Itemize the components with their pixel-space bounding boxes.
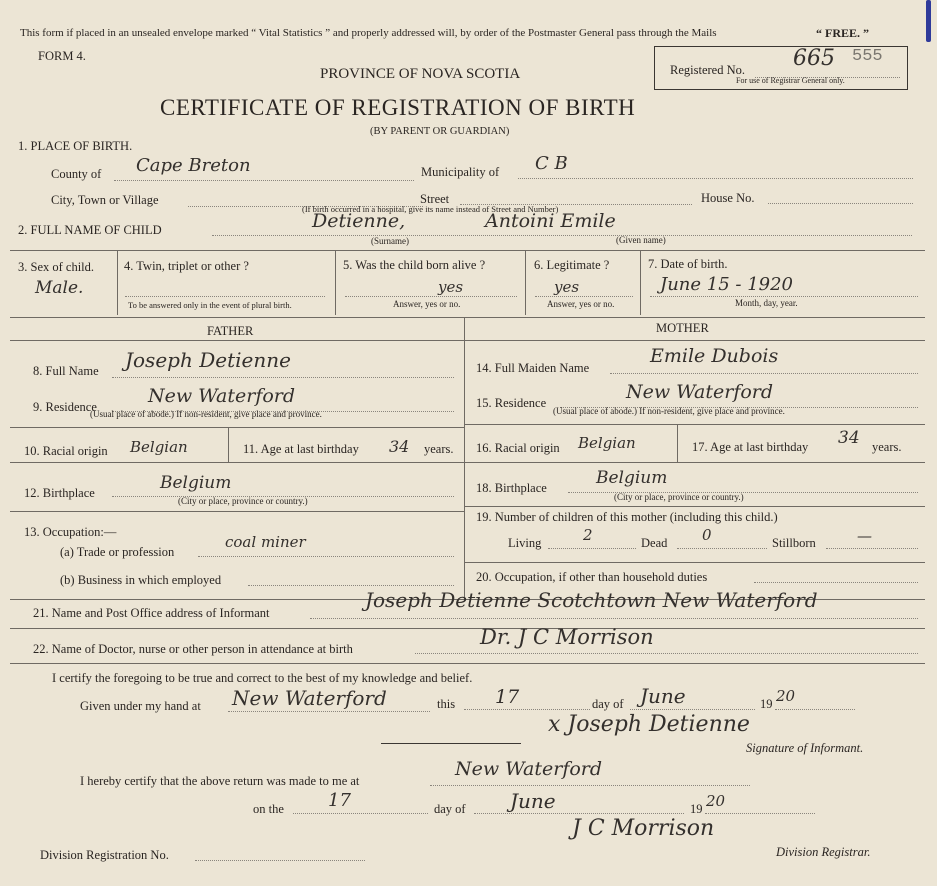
alive-label: 5. Was the child born alive ? <box>343 258 486 272</box>
mother-racial-label: 16. Racial origin <box>476 441 560 455</box>
alive-value: yes <box>438 278 464 296</box>
rule <box>10 663 925 664</box>
rule <box>117 250 118 315</box>
living-label: Living <box>508 536 542 550</box>
father-racial-label: 10. Racial origin <box>24 444 108 458</box>
legitimate-line <box>535 296 633 297</box>
receipt-place: New Waterford <box>455 758 603 780</box>
rule <box>464 462 925 463</box>
rule <box>10 511 464 512</box>
mother-birthplace-label: 18. Birthplace <box>476 481 547 495</box>
rule <box>464 424 925 425</box>
father-trade: coal miner <box>225 533 306 551</box>
father-trade-label: (a) Trade or profession <box>60 545 175 559</box>
city-label: City, Town or Village <box>51 193 159 207</box>
given-year-line <box>775 709 855 710</box>
father-business-line <box>248 585 454 586</box>
father-residence-caption: (Usual place of abode.) If non-resident, give place and province. <box>90 409 322 419</box>
informant-signature-caption: Signature of Informant. <box>746 741 864 755</box>
rule <box>335 250 336 315</box>
mother-racial: Belgian <box>578 434 636 452</box>
living-value: 2 <box>583 526 593 544</box>
father-name: Joseph Detienne <box>125 348 291 372</box>
receipt-place-line <box>430 785 750 786</box>
stillborn-label: Stillborn <box>772 536 816 550</box>
doctor-label: 22. Name of Doctor, nurse or other person in attendance at birth <box>33 642 353 656</box>
certify-statement: I certify the foregoing to be true and correct to the best of my knowledge and belief. <box>52 671 473 685</box>
dead-line <box>677 548 767 549</box>
given-day-line <box>464 709 590 710</box>
given-under-label: Given under my hand at <box>80 699 201 713</box>
receipt-year: 20 <box>706 792 726 810</box>
rule <box>640 250 641 315</box>
street-note: (If birth occurred in a hospital, give its name instead of Street and Number) <box>302 204 559 214</box>
registrar-signature: J C Morrison <box>572 816 715 841</box>
informant-signature: x Joseph Detienne <box>548 712 750 737</box>
given-day: 17 <box>495 686 520 708</box>
rule <box>10 628 925 629</box>
father-birthplace-caption: (City or place, province or country.) <box>178 496 308 506</box>
receipt-month: June <box>510 789 556 813</box>
registered-label: Registered No. <box>670 63 745 77</box>
mother-heading: MOTHER <box>656 321 709 335</box>
twin-line <box>125 296 325 297</box>
receipt-day-of-label: day of <box>434 802 466 816</box>
legitimate-caption: Answer, yes or no. <box>547 299 615 309</box>
stillborn-value: — <box>857 527 872 545</box>
informant-label: 21. Name and Post Office address of Informant <box>33 606 270 620</box>
registered-stamp: 555 <box>852 47 883 66</box>
mother-name: Emile Dubois <box>650 345 779 367</box>
municipality-line <box>518 178 913 179</box>
dob-line <box>650 296 918 297</box>
county-value: Cape Breton <box>136 155 251 176</box>
given-place-line <box>228 711 430 712</box>
father-racial: Belgian <box>130 438 188 456</box>
dead-label: Dead <box>641 536 668 550</box>
mother-age-unit: years. <box>872 440 902 454</box>
mail-free: “ FREE. ” <box>816 26 870 40</box>
informant-line <box>310 618 918 619</box>
mother-name-label: 14. Full Maiden Name <box>476 361 590 375</box>
registrar-use-note: For use of Registrar General only. <box>736 76 845 85</box>
receipt-month-line <box>474 813 684 814</box>
rule <box>10 250 925 251</box>
sex-value: Male. <box>35 278 84 298</box>
father-trade-line <box>198 556 454 557</box>
mother-residence: New Waterford <box>626 381 774 403</box>
this-label: this <box>437 697 456 711</box>
place-of-birth-label: 1. PLACE OF BIRTH. <box>18 139 133 153</box>
father-age: 34 <box>389 437 410 456</box>
registrar-caption: Division Registrar. <box>776 845 871 859</box>
receipt-year-prefix: 19 <box>690 802 703 816</box>
municipality-label: Municipality of <box>421 165 500 179</box>
rule <box>464 562 925 563</box>
mother-residence-label: 15. Residence <box>476 396 547 410</box>
alive-caption: Answer, yes or no. <box>393 299 461 309</box>
informant-value: Joseph Detienne Scotchtown New Waterford <box>365 588 818 612</box>
rule <box>381 743 521 744</box>
mail-notice: This form if placed in an unsealed envelope marked “ Vital Statistics ” and properly addressed will, by order of the Postmaster General pass through the Mails <box>20 27 717 39</box>
father-business-label: (b) Business in which employed <box>60 573 222 587</box>
house-label: House No. <box>701 191 755 205</box>
child-name-label: 2. FULL NAME OF CHILD <box>18 223 162 237</box>
page-title: CERTIFICATE OF REGISTRATION OF BIRTH <box>160 95 636 120</box>
given-place: New Waterford <box>232 686 387 710</box>
child-surname: Detienne, <box>312 210 406 232</box>
rule <box>677 424 678 462</box>
given-month: June <box>640 684 686 708</box>
child-given-name: Antoini Emile <box>485 210 616 232</box>
doctor-line <box>415 653 918 654</box>
mother-birthplace: Belgium <box>596 468 668 488</box>
stillborn-line <box>826 548 918 549</box>
father-birthplace-label: 12. Birthplace <box>24 486 95 500</box>
given-month-line <box>630 709 755 710</box>
dob-label: 7. Date of birth. <box>648 257 728 271</box>
street-label: Street <box>420 192 450 206</box>
county-line <box>114 180 414 181</box>
surname-caption: (Surname) <box>371 236 409 246</box>
mother-residence-caption: (Usual place of abode.) If non-resident, give place and province. <box>553 406 785 416</box>
legitimate-value: yes <box>554 278 580 296</box>
day-of-label: day of <box>592 697 624 711</box>
father-name-line <box>112 377 454 378</box>
doctor-value: Dr. J C Morrison <box>480 625 654 649</box>
dob-value: June 15 - 1920 <box>660 274 794 295</box>
father-age-label: 11. Age at last birthday <box>243 442 359 456</box>
municipality-value: C B <box>535 153 568 174</box>
alive-line <box>345 296 517 297</box>
mother-occupation-label: 20. Occupation, if other than household duties <box>476 570 708 584</box>
on-the-label: on the <box>253 802 284 816</box>
receipt-day: 17 <box>328 790 351 811</box>
rule <box>10 462 464 463</box>
twin-label: 4. Twin, triplet or other ? <box>124 259 249 273</box>
mother-age: 34 <box>838 428 860 448</box>
division-registration-label: Division Registration No. <box>40 848 169 862</box>
father-residence: New Waterford <box>148 385 296 407</box>
year-prefix: 19 <box>760 697 773 711</box>
province-heading: PROVINCE OF NOVA SCOTIA <box>320 66 521 82</box>
legitimate-label: 6. Legitimate ? <box>534 258 610 272</box>
division-registration-line <box>195 860 365 861</box>
mother-name-line <box>610 373 918 374</box>
children-count-label: 19. Number of children of this mother (including this child.) <box>476 510 778 524</box>
dob-caption: Month, day, year. <box>735 298 798 308</box>
father-occupation-label: 13. Occupation:— <box>24 525 117 539</box>
form-number: FORM 4. <box>38 49 86 63</box>
twin-note: To be answered only in the event of plural birth. <box>128 300 292 310</box>
rule <box>464 506 925 507</box>
rule <box>464 317 465 599</box>
child-name-line <box>212 235 912 236</box>
father-name-label: 8. Full Name <box>33 364 99 378</box>
father-birthplace: Belgium <box>160 473 232 493</box>
receipt-day-line <box>293 813 428 814</box>
mother-birthplace-caption: (City or place, province or country.) <box>614 492 744 502</box>
receipt-label: I hereby certify that the above return was made to me at <box>80 774 360 788</box>
living-line <box>548 548 636 549</box>
pen-mark <box>926 0 931 42</box>
given-caption: (Given name) <box>616 235 666 245</box>
rule <box>10 427 464 428</box>
rule <box>525 250 526 315</box>
rule <box>228 427 229 462</box>
receipt-year-line <box>705 813 815 814</box>
given-year: 20 <box>776 687 796 705</box>
dead-value: 0 <box>702 526 712 544</box>
registered-number: 665 <box>793 46 835 71</box>
mother-occupation-line <box>754 582 918 583</box>
page-subtitle: (BY PARENT OR GUARDIAN) <box>370 126 510 137</box>
county-label: County of <box>51 167 102 181</box>
father-heading: FATHER <box>207 324 254 338</box>
father-age-unit: years. <box>424 442 454 456</box>
rule <box>10 317 925 318</box>
father-residence-label: 9. Residence <box>33 400 97 414</box>
sex-label: 3. Sex of child. <box>18 260 95 274</box>
mother-age-label: 17. Age at last birthday <box>692 440 809 454</box>
house-line <box>768 203 913 204</box>
rule <box>10 340 925 341</box>
